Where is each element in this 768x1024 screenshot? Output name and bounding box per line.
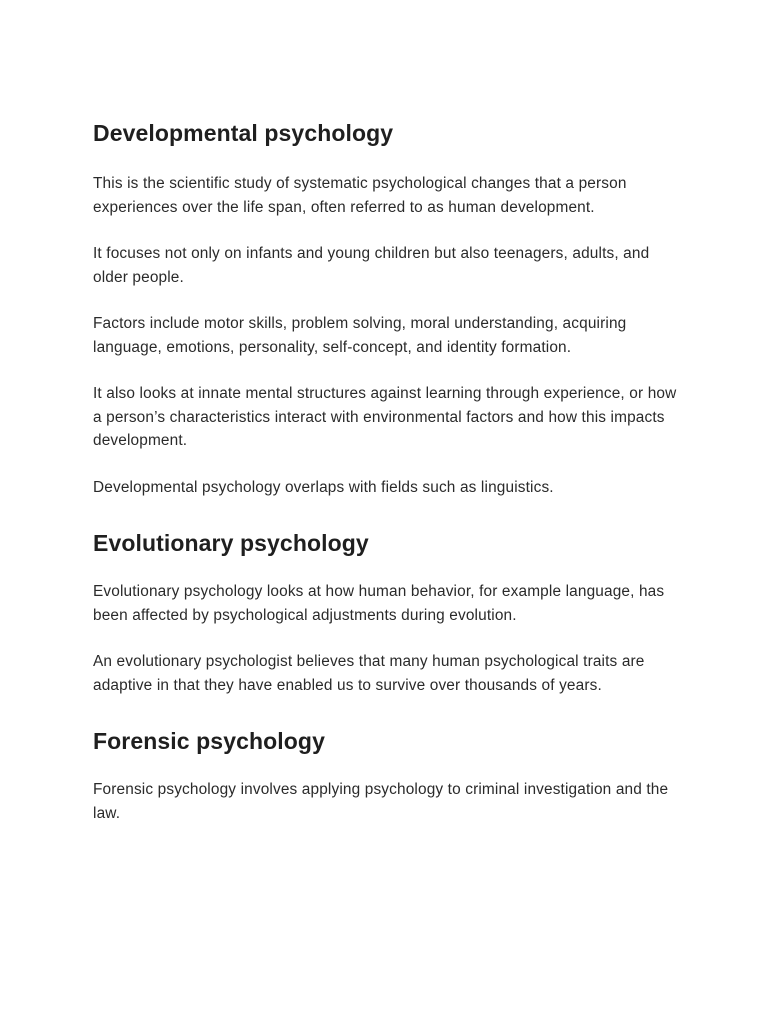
- paragraph: Evolutionary psychology looks at how human behavior, for example language, has been affected by psychological adjustments during evolution.: [93, 583, 665, 624]
- paragraph: Factors include motor skills, problem solving, moral understanding, acquiring language, emotions, personality, self-concept, and identity formation.: [93, 315, 627, 356]
- document-page: [93, 118, 683, 848]
- paragraph: An evolutionary psychologist believes that many human psychological traits are adaptive in that they have enabled us to survive over thousands of years.: [93, 653, 645, 694]
- paragraph: Developmental psychology overlaps with fields such as linguistics.: [93, 478, 554, 496]
- paragraph: It focuses not only on infants and young children but also teenagers, adults, and older people.: [93, 245, 650, 286]
- section-developmental: [93, 118, 683, 499]
- section-forensic: [93, 726, 683, 825]
- section-heading: Forensic psychology: [93, 728, 325, 754]
- paragraph: Forensic psychology involves applying psychology to criminal investigation and the law.: [93, 781, 669, 822]
- section-evolutionary: [93, 528, 683, 697]
- paragraph: This is the scientific study of systematic psychological changes that a person experiences over the life span, often referred to as human development.: [93, 175, 627, 216]
- section-heading: Developmental psychology: [93, 120, 394, 146]
- paragraph: It also looks at innate mental structures against learning through experience, or how a person’s characteristics interact with environmental factors and how this impacts development.: [93, 385, 677, 449]
- section-heading: Evolutionary psychology: [93, 530, 369, 556]
